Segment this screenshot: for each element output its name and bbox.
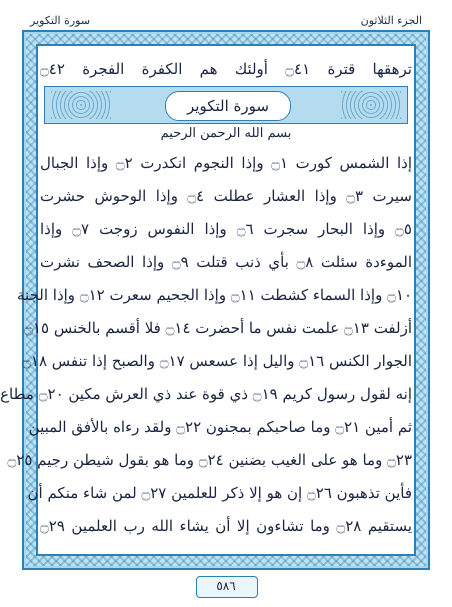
verse-line: الموءدة سئلت ۝٨ بأي ذنب قتلت ۝٩ وإذا الصحف نشرت [40, 253, 412, 271]
ornament-left-icon [51, 91, 111, 119]
juz-label: الجزء الثلاثون [360, 14, 422, 27]
verse-line: الجوار الكنس ۝١٦ واليل إذا عسعس ۝١٧ والصبح إذا تنفس ۝١٨ [22, 352, 412, 370]
verse-line: ۝١٠ وإذا السماء كشطت ۝١١ وإذا الجحيم سعرت ۝١٢ وإذا الجنة [17, 286, 412, 304]
verse-line: إذا الشمس كورت ۝١ وإذا النجوم انكدرت ۝٢ وإذا الجبال [40, 154, 412, 172]
page-footer [196, 576, 256, 598]
basmala: بسم الله الرحمن الرحيم [160, 126, 292, 141]
surah-title-band [44, 86, 408, 124]
verse-line: ۝٢٣ وما هو على الغيب بضنين ۝٢٤ وما هو بقول شيطن رجيم ۝٢٥ [7, 451, 412, 469]
verse-line: يستقيم ۝٢٨ وما تشاءون إلا أن يشاء الله رب العلمين ۝٢٩ [40, 517, 413, 535]
verse-line: ۝٥ وإذا البحار سجرت ۝٦ وإذا النفوس زوجت ۝٧ وإذا [40, 220, 412, 238]
surah-title: سورة التكوير [187, 97, 269, 115]
verse-line: سيرت ۝٣ وإذا العشار عطلت ۝٤ وإذا الوحوش حشرت [40, 187, 412, 205]
surah-header-label: سورة التكوير [30, 14, 91, 27]
verse-line: ثم أمين ۝٢١ وما صاحبكم بمجنون ۝٢٢ ولقد رءاه بالأفق المبين [28, 418, 412, 436]
surah-title-cartouche [165, 91, 291, 121]
verse-line: أزلفت ۝١٣ علمت نفس ما أحضرت ۝١٤ فلا أقسم بالخنس ۝١٥ [24, 319, 412, 337]
verse-line: فأين تذهبون ۝٢٦ إن هو إلا ذكر للعلمين ۝٢٧ لمن شاء منكم أن [27, 484, 412, 502]
ornament-right-icon [341, 91, 401, 119]
page-number: ٥٨٦ [216, 579, 236, 593]
verse-line: إنه لقول رسول كريم ۝١٩ ذي قوة عند ذي العرش مكين ۝٢٠ مطاع [0, 385, 412, 403]
verse-line-top: ترهقها قترة ۝٤١ أولئك هم الكفرة الفجرة ۝٤٢ [40, 60, 412, 78]
